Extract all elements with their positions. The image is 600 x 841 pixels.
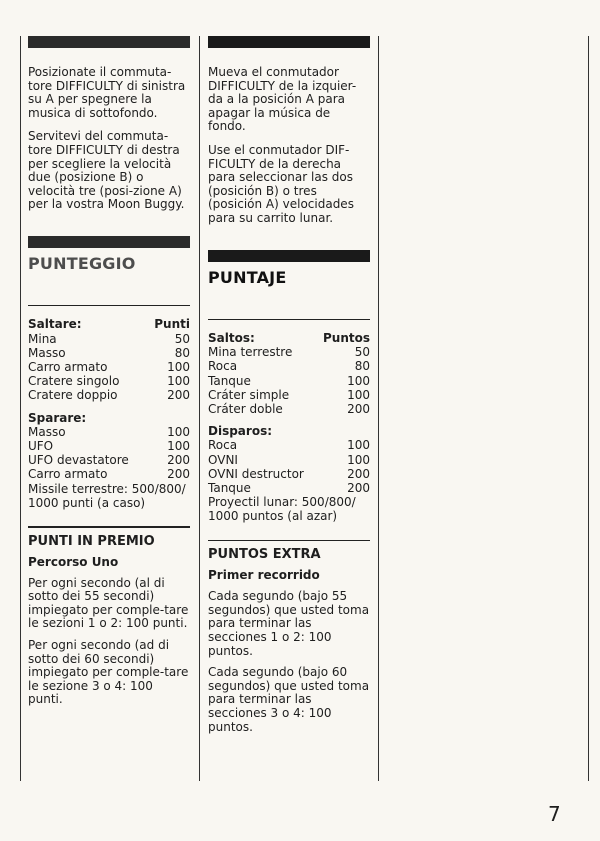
right-divider-line <box>378 36 379 781</box>
score-row <box>28 346 190 360</box>
bonus-paragraph: Per ogni secondo (al di sotto dei 55 secondi) impiegato per comple-tare le sezioni 1 o 2: 100 punti. <box>28 575 189 631</box>
score-value: 100 <box>347 438 370 453</box>
score-table <box>28 317 190 510</box>
score-table <box>208 331 370 524</box>
score-value: 80 <box>354 359 370 374</box>
missile-line: Proyectil lunar: 500/800/ <box>208 495 356 510</box>
score-row <box>208 467 370 481</box>
score-label: UFO devastatore <box>28 453 129 468</box>
score-title: PUNTAJE <box>208 267 287 287</box>
score-row <box>28 467 190 481</box>
intro-paragraph: Mueva el conmutador DIFFICULTY de la izquier-da a la posición A para apagar la música de fondo. <box>208 65 357 134</box>
score-row <box>28 332 190 346</box>
score-row <box>28 374 190 388</box>
score-row <box>28 425 190 439</box>
intro-header-bar <box>208 36 370 48</box>
score-row <box>28 388 190 402</box>
score-label: Mina terrestre <box>208 345 293 360</box>
score-label: Masso <box>28 345 66 360</box>
bonus-paragraph: Cada segundo (bajo 55 segundos) que usted toma para terminar las secciones 1 o 2: 100 puntos. <box>208 589 370 658</box>
intro-paragraph: Posizionate il commuta-tore DIFFICULTY di sinistra su A per spegnere la musica di sottofondo. <box>28 65 186 120</box>
score-value: 200 <box>347 466 370 481</box>
score-value: 200 <box>167 453 190 468</box>
score-label: Cráter simple <box>208 387 290 402</box>
score-title: PUNTEGGIO <box>28 253 136 273</box>
score-row <box>28 360 190 374</box>
score-label: Masso <box>28 424 66 439</box>
points-header: Punti <box>154 317 190 332</box>
score-value: 50 <box>174 331 190 346</box>
score-label: OVNI destructor <box>208 466 304 481</box>
points-header: Puntos <box>322 331 370 346</box>
bonus-title: PUNTOS EXTRA <box>208 547 321 563</box>
missile-line: 1000 punti (a caso) <box>28 495 146 510</box>
score-row <box>208 388 370 402</box>
shoot-header: Disparos: <box>208 424 273 439</box>
score-row <box>208 359 370 373</box>
score-label: Cratere doppio <box>28 388 118 403</box>
intro-paragraph: Use el conmutador DIF-FICULTY de la derecha para seleccionar las dos (posición B) o tres (posición A) velocidades para su carrito lunar. <box>208 142 354 225</box>
score-row <box>208 374 370 388</box>
score-label: Roca <box>208 359 238 374</box>
score-value: 200 <box>167 388 190 403</box>
score-value: 100 <box>347 373 370 388</box>
score-value: 200 <box>347 402 370 417</box>
score-label: Roca <box>208 438 238 453</box>
italian-column <box>28 36 190 707</box>
score-value: 100 <box>167 424 190 439</box>
section-rule <box>208 319 370 321</box>
score-row <box>28 439 190 453</box>
score-row <box>208 481 370 495</box>
score-row <box>208 453 370 467</box>
score-value: 80 <box>174 345 190 360</box>
score-header-bar <box>28 236 190 248</box>
score-row <box>208 345 370 359</box>
score-label: Cráter doble <box>208 402 283 417</box>
bonus-paragraph: Per ogni secondo (ad di sotto dei 60 secondi) impiegato per comple-tare le sezione 3 o 4: 100 punti. <box>28 637 189 707</box>
jump-header: Saltare: <box>28 317 82 332</box>
score-value: 50 <box>354 345 370 360</box>
score-value: 100 <box>167 374 190 389</box>
score-label: Tanque <box>208 481 251 496</box>
shoot-header: Sparare: <box>28 410 87 425</box>
score-value: 100 <box>167 439 190 454</box>
score-label: Tanque <box>208 373 251 388</box>
score-label: Carro armato <box>28 360 108 375</box>
score-row <box>208 438 370 452</box>
section-rule <box>28 526 190 528</box>
jump-header: Saltos: <box>208 331 255 346</box>
left-margin-line <box>20 36 21 781</box>
intro-paragraph: Servitevi del commuta-tore DIFFICULTY di destra per scegliere la velocità due (posizione B) o velocità tre (posi-zione A) per la vostra Moon Buggy. <box>28 129 185 212</box>
score-row <box>208 402 370 416</box>
score-header-row <box>208 331 370 345</box>
score-label: Mina <box>28 331 57 346</box>
bonus-paragraph: Cada segundo (bajo 60 segundos) que usted toma para terminar las secciones 3 o 4: 100 puntos. <box>208 665 370 734</box>
score-value: 100 <box>347 452 370 467</box>
section-rule <box>208 540 370 542</box>
missile-line: Missile terrestre: 500/800/ <box>28 481 186 496</box>
right-margin-line <box>588 36 589 781</box>
score-label: UFO <box>28 439 54 454</box>
spanish-column <box>208 36 370 734</box>
score-value: 100 <box>347 387 370 402</box>
score-value: 100 <box>167 360 190 375</box>
missile-line: 1000 puntos (al azar) <box>208 509 338 524</box>
score-label: Carro armato <box>28 467 108 482</box>
bonus-subtitle: Primer recorrido <box>208 568 320 583</box>
score-header-bar <box>208 250 370 262</box>
section-rule <box>28 305 190 307</box>
bonus-subtitle: Percorso Uno <box>28 554 119 569</box>
score-label: OVNI <box>208 452 238 467</box>
page-number: 7 <box>548 802 561 826</box>
bonus-title: PUNTI IN PREMIO <box>28 533 155 549</box>
score-value: 200 <box>167 467 190 482</box>
center-divider-line <box>199 36 200 781</box>
score-header-row <box>28 317 190 331</box>
score-value: 200 <box>347 481 370 496</box>
intro-header-bar <box>28 36 190 48</box>
score-label: Cratere singolo <box>28 374 120 389</box>
score-row <box>28 453 190 467</box>
